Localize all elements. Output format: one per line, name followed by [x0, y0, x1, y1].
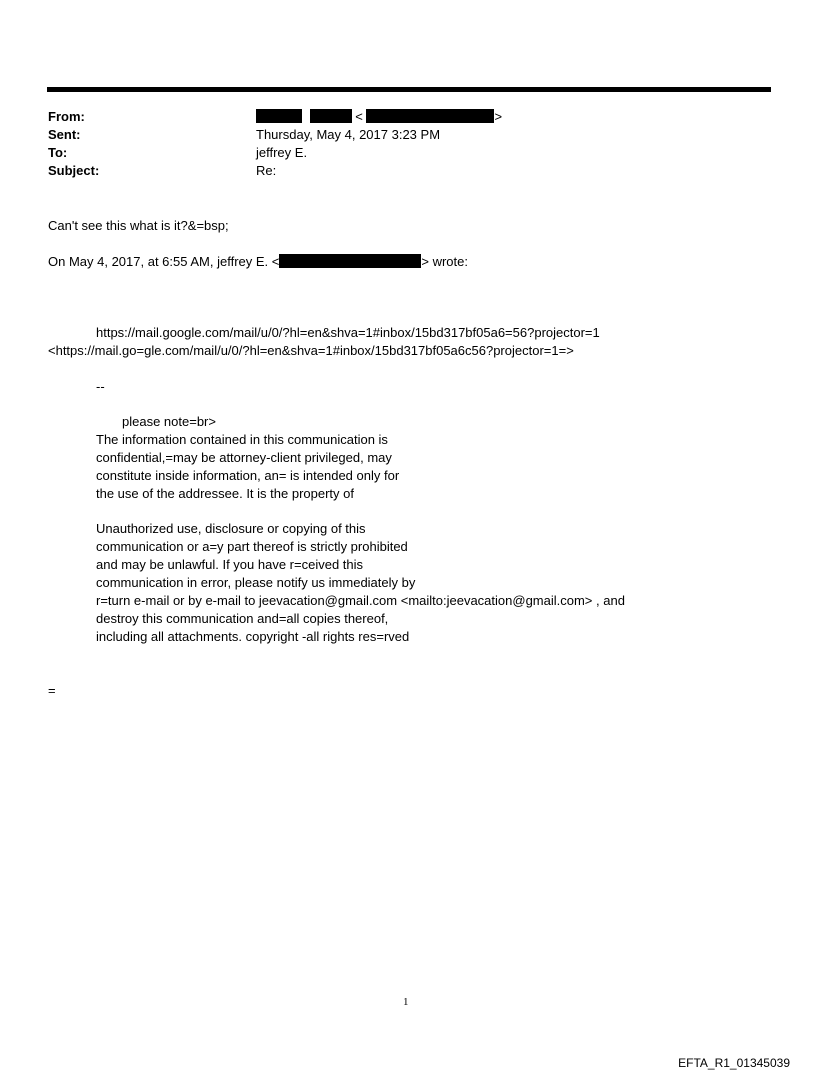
from-value: [256, 109, 502, 125]
quote-suffix: > wrote:: [421, 254, 468, 269]
document-id: EFTA_R1_01345039: [678, 1056, 790, 1070]
from-label: From:: [48, 109, 85, 124]
header-divider: [47, 87, 771, 92]
disclaimer-line: The information contained in this communication is: [96, 432, 388, 447]
disclaimer-line: and may be unlawful. If you have r=ceived this: [96, 557, 364, 572]
quote-prefix: On May 4, 2017, at 6:55 AM, jeffrey E. <: [48, 254, 280, 269]
sent-value: Thursday, May 4, 2017 3:23 PM: [256, 127, 441, 142]
page-number: 1: [403, 996, 409, 1008]
disclaimer-line: confidential,=may be attorney-client privileged, may: [96, 450, 392, 465]
disclaimer-line: including all attachments. copyright -all rights res=rved: [96, 629, 410, 644]
disclaimer-line: the use of the addressee. It is the property of: [96, 486, 354, 501]
from-gt: >: [494, 109, 503, 124]
to-label: To:: [48, 145, 68, 160]
signature-dashes: --: [96, 379, 105, 394]
trailing-equals: =: [48, 683, 56, 698]
disclaimer-line: destroy this communication and=all copies thereof,: [96, 611, 389, 626]
disclaimer-line: communication or a=y part thereof is strictly prohibited: [96, 539, 408, 554]
redaction-box: [279, 254, 421, 268]
redaction-box: [366, 109, 494, 123]
note-heading: please note=br>: [122, 414, 216, 429]
quote-intro: [48, 254, 468, 270]
to-value: jeffrey E.: [256, 145, 308, 160]
disclaimer-line: Unauthorized use, disclosure or copying of this: [96, 521, 366, 536]
disclaimer-line: constitute inside information, an= is intended only for: [96, 468, 400, 483]
redaction-box: [310, 109, 352, 123]
url-line-1: https://mail.google.com/mail/u/0/?hl=en&shva=1#inbox/15bd317bf05a6=56?projector=1: [96, 325, 600, 340]
url-line-2: <https://mail.go=gle.com/mail/u/0/?hl=en&shva=1#inbox/15bd317bf05a6c56?projector=1=>: [48, 343, 574, 358]
sent-label: Sent:: [48, 127, 81, 142]
subject-label: Subject:: [48, 163, 100, 178]
reply-text: Can't see this what is it?&=bsp;: [48, 218, 229, 233]
subject-value: Re:: [256, 163, 277, 178]
from-lt: <: [355, 109, 363, 124]
disclaimer-line: communication in error, please notify us immediately by: [96, 575, 416, 590]
disclaimer-line: r=turn e-mail or by e-mail to jeevacation@gmail.com <mailto:jeevacation@gmail.com> , and: [96, 593, 625, 608]
redaction-box: [256, 109, 302, 123]
